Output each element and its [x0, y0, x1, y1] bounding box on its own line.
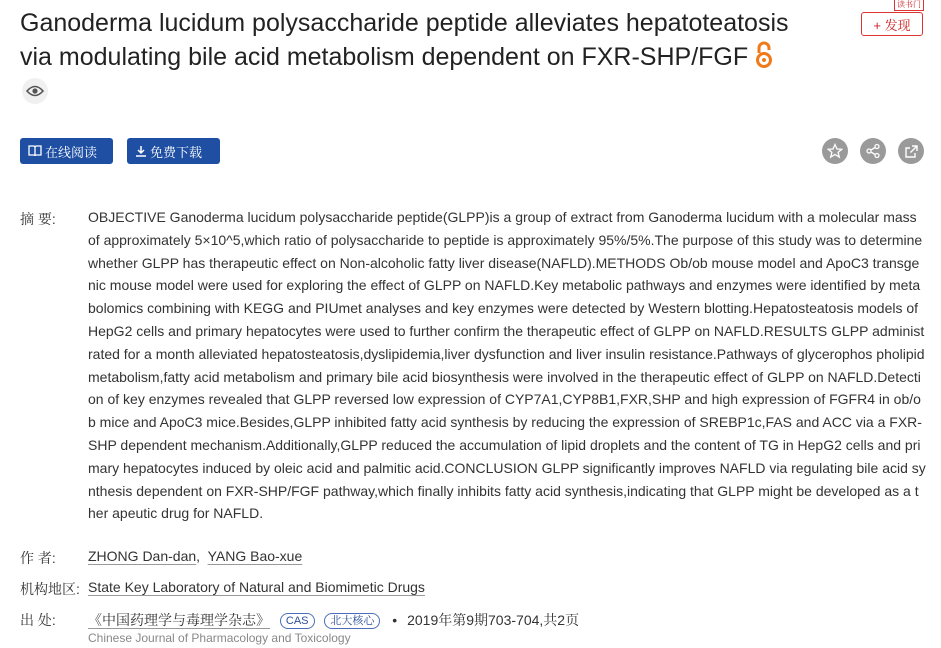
- add-to-discover-button[interactable]: [861, 12, 923, 36]
- issue-info: 2019年第9期703-704,共2页: [407, 612, 580, 628]
- external-link-icon: [904, 144, 919, 159]
- source-label: 出 处:: [20, 612, 56, 628]
- source-row: [88, 610, 579, 630]
- authors-label: 作 者:: [20, 550, 56, 566]
- share-icon: [865, 143, 881, 159]
- journal-link[interactable]: 《中国药理学与毒理学杂志》: [88, 612, 270, 628]
- share-button[interactable]: [860, 138, 886, 164]
- read-online-button[interactable]: [20, 138, 113, 164]
- organization-link[interactable]: State Key Laboratory of Natural and Biomimetic Drugs: [88, 579, 425, 595]
- bullet: •: [392, 612, 398, 628]
- author-link[interactable]: ZHONG Dan-dan: [88, 548, 197, 564]
- add-to-discover-label: + 发现: [873, 17, 911, 33]
- organization-label: 机构地区:: [20, 581, 80, 597]
- open-access-icon: [754, 41, 774, 78]
- star-icon: [827, 143, 843, 159]
- issue-tag-badge: 读书门: [894, 0, 924, 11]
- journal-english-name: Chinese Journal of Pharmacology and Toxicology: [88, 631, 351, 645]
- abstract-text: OBJECTIVE Ganoderma lucidum polysaccharide peptide(GLPP)is a group of extract from Ganoderma lucidum with a molecular mass of approximately 5×10^5,which ratio of polysaccharide to peptide is approximately 95%/5%.The purpose of this study was to determine whether GLPP has therapeutic effect on Non-alcoholic fatty liver disease(NAFLD).METHODS Ob/ob mouse model and ApoC3 transgenic mouse model were used for exploring the effect of GLPP on NAFLD.Key metabolic pathways and enzymes were identified by metabolomics combining with KEGG and PIUmet analyses and key enzymes were detected by Western blotting.Hepatosteatosis models of HepG2 cells and primary hepatocytes were used to further confirm the therapeutic effect of GLPP on NAFLD.RESULTS GLPP administrated for a month alleviated hepatosteatosis,dyslipidemia,liver dysfunction and liver insulin resistance.Pathways of glycerophos pholipid metabolism,fatty acid metabolism and primary bile acid biosynthesis were involved in the therapeutic effect of GLPP on NAFLD.Detection of key enzymes revealed that GLPP reversed low expression of CYP7A1,CYP8B1,FXR,SHP and high expression of FGFR4 in ob/ob mice and ApoC3 mice.Besides,GLPP inhibited fatty acid synthesis by reducing the expression of SREBP1c,FAS and ACC via a FXR-SHP dependent mechanism.Additionally,GLPP reduced the accumulation of lipid droplets and the content of TG in HepG2 cells and primary hepatocytes induced by oleic acid and palmitic acid.CONCLUSION GLPP significantly improves NAFLD via regulating bile acid synthesis dependent on FXR-SHP/FGF pathway,which finally inhibits fatty acid synthesis,indicating that GLPP might be developed as a ther apeutic drug for NAFLD.: [88, 209, 926, 522]
- free-download-label: 免费下载: [150, 144, 203, 160]
- read-online-label: 在线阅读: [45, 144, 98, 160]
- authors-row: [88, 548, 302, 564]
- book-icon: [28, 145, 42, 157]
- organization-row: [88, 579, 425, 595]
- favorite-button[interactable]: [822, 138, 848, 164]
- article-title-text: Ganoderma lucidum polysaccharide peptide alleviates hepatoteatosis via modulating bile acid metabolism dependent on FXR-SHP/FGF: [20, 9, 789, 71]
- abstract-label: 摘 要:: [20, 211, 56, 227]
- free-download-button[interactable]: [127, 138, 220, 164]
- author-link[interactable]: YANG Bao-xue: [207, 548, 303, 564]
- open-external-button[interactable]: [898, 138, 924, 164]
- cas-badge: CAS: [280, 613, 315, 629]
- author-separator: ,: [196, 548, 201, 564]
- pku-core-badge: 北大核心: [324, 613, 380, 629]
- download-icon: [135, 145, 147, 157]
- article-title: [20, 6, 820, 78]
- eye-icon[interactable]: [22, 78, 48, 104]
